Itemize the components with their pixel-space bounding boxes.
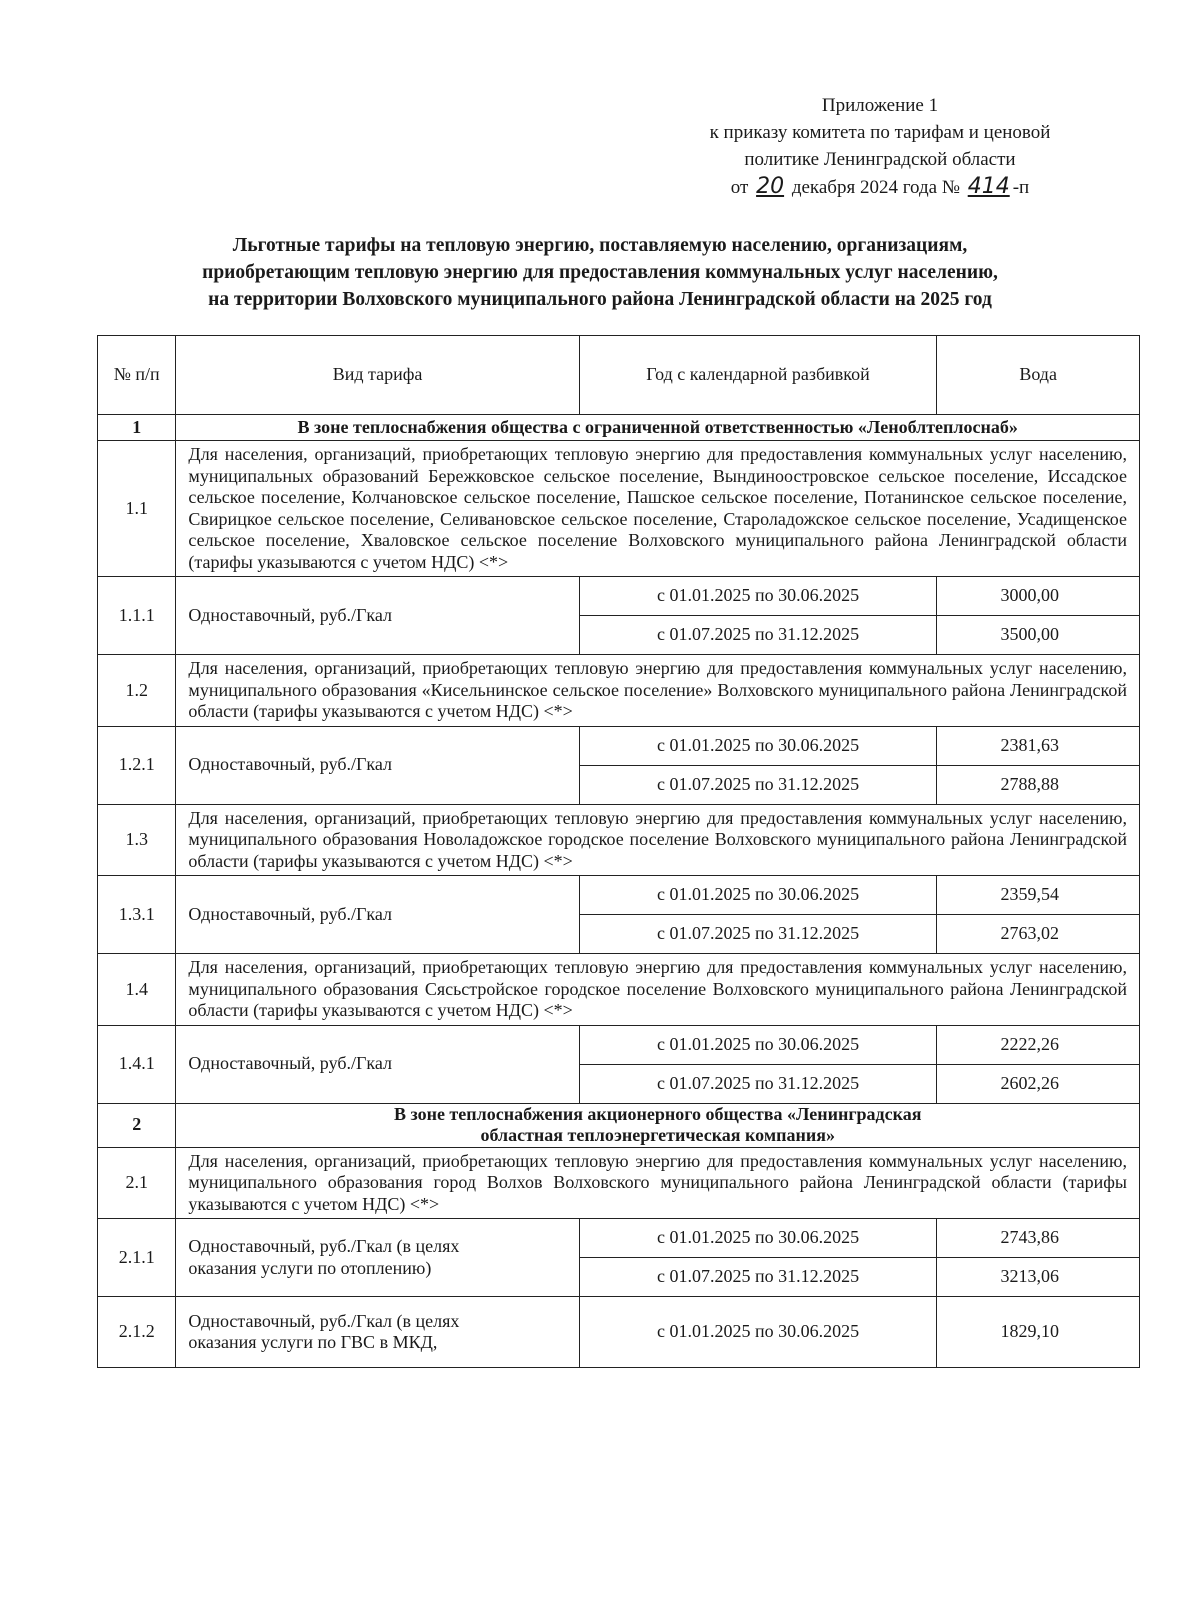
section-row-1-4 bbox=[98, 954, 1140, 1026]
zone-2-text: В зоне теплоснабжения акционерного общества «Ленинградская областная теплоэнергетическая компания» bbox=[176, 1103, 1140, 1147]
row-1-3-1-value-1: 2359,54 bbox=[937, 876, 1140, 915]
row-1-2-1-period-1: с 01.01.2025 по 30.06.2025 bbox=[579, 726, 937, 765]
section-1-4-num: 1.4 bbox=[98, 954, 176, 1026]
row-1-3-1-num: 1.3.1 bbox=[98, 876, 176, 954]
section-1-4-text: Для населения, организаций, приобретающих тепловую энергию для предоставления коммунальных услуг населению, муниципального образования Сясьстройское городское поселение Волховского муниципального района Ленинградской области (тарифы указываются с учетом НДС) <*> bbox=[176, 954, 1140, 1026]
row-2-1-1-period-1: с 01.01.2025 по 30.06.2025 bbox=[579, 1219, 937, 1258]
header-year: Год с календарной разбивкой bbox=[579, 336, 937, 415]
table-row bbox=[98, 1025, 1140, 1064]
row-2-1-2-period-1: с 01.01.2025 по 30.06.2025 bbox=[579, 1297, 937, 1368]
row-1-3-1-name: Одноставочный, руб./Гкал bbox=[176, 876, 579, 954]
header-num: № п/п bbox=[98, 336, 176, 415]
zone-row-2 bbox=[98, 1103, 1140, 1147]
row-1-1-1-period-2: с 01.07.2025 по 31.12.2025 bbox=[579, 616, 937, 655]
appendix-line-2: к приказу комитета по тарифам и ценовой bbox=[709, 122, 1051, 143]
row-1-2-1-value-2: 2788,88 bbox=[937, 765, 1140, 804]
row-1-4-1-period-1: с 01.01.2025 по 30.06.2025 bbox=[579, 1025, 937, 1064]
title-line-1: Льготные тарифы на тепловую энергию, поставляемую населению, организациям, bbox=[232, 235, 968, 256]
header-type: Вид тарифа bbox=[176, 336, 579, 415]
row-1-3-1-value-2: 2763,02 bbox=[937, 915, 1140, 954]
appendix-header bbox=[640, 92, 1120, 201]
row-2-1-2-name: Одноставочный, руб./Гкал (в целях оказания услуги по ГВС в МКД, bbox=[176, 1297, 579, 1368]
table-row bbox=[98, 726, 1140, 765]
date-day-handwritten: 20 bbox=[756, 174, 785, 199]
row-2-1-2-num: 2.1.2 bbox=[98, 1297, 176, 1368]
row-1-1-1-num: 1.1.1 bbox=[98, 577, 176, 655]
row-2-1-1-value-1: 2743,86 bbox=[937, 1219, 1140, 1258]
section-1-3-text: Для населения, организаций, приобретающих тепловую энергию для предоставления коммунальных услуг населению, муниципального образования Новоладожское городское поселение Волховского муниципального района Ленинградской области (тарифы указываются с учетом НДС) <*> bbox=[176, 804, 1140, 876]
section-row-1-2 bbox=[98, 655, 1140, 727]
appendix-title: Приложение 1 bbox=[821, 95, 939, 116]
row-1-1-1-period-1: с 01.01.2025 по 30.06.2025 bbox=[579, 577, 937, 616]
title-line-3: на территории Волховского муниципального района Ленинградской области на 2025 год bbox=[208, 289, 992, 310]
section-1-3-num: 1.3 bbox=[98, 804, 176, 876]
row-1-2-1-period-2: с 01.07.2025 по 31.12.2025 bbox=[579, 765, 937, 804]
appendix-date-line bbox=[640, 173, 1120, 201]
order-suffix: -п bbox=[1012, 177, 1030, 198]
section-1-2-num: 1.2 bbox=[98, 655, 176, 727]
row-1-2-1-name: Одноставочный, руб./Гкал bbox=[176, 726, 579, 804]
row-1-4-1-num: 1.4.1 bbox=[98, 1025, 176, 1103]
section-2-1-text: Для населения, организаций, приобретающих тепловую энергию для предоставления коммунальных услуг населению, муниципального образования город Волхов Волховского муниципального района Ленинградской области (тарифы указываются с учетом НДС) <*> bbox=[176, 1147, 1140, 1219]
order-number-handwritten: 414 bbox=[967, 174, 1010, 199]
document-title bbox=[60, 232, 1140, 313]
header-water: Вода bbox=[937, 336, 1140, 415]
section-row-1-3 bbox=[98, 804, 1140, 876]
section-2-1-num: 2.1 bbox=[98, 1147, 176, 1219]
row-2-1-1-value-2: 3213,06 bbox=[937, 1258, 1140, 1297]
appendix-line-3: политике Ленинградской области bbox=[744, 149, 1016, 170]
section-1-1-text: Для населения, организаций, приобретающих тепловую энергию для предоставления коммунальных услуг населению, муниципальных образований Бережковское сельское поселение, Вындиноостровское сельское поселение, Иссадское сельское поселение, Колчановское сельское поселение, Пашское сельское поселение, Потанинское сельское поселение, Свирицкое сельское поселение, Селивановское сельское поселение, Староладожское сельское поселение, Усадищенское сельское поселение, Хваловское сельское поселение Волховского муниципального района Ленинградской области (тарифы указываются с учетом НДС) <*> bbox=[176, 441, 1140, 577]
section-row-1-1 bbox=[98, 441, 1140, 577]
tariff-table bbox=[97, 335, 1140, 1368]
table-header-row bbox=[98, 336, 1140, 415]
row-1-4-1-value-2: 2602,26 bbox=[937, 1064, 1140, 1103]
table-row bbox=[98, 1297, 1140, 1368]
row-1-1-1-value-1: 3000,00 bbox=[937, 577, 1140, 616]
section-row-2-1 bbox=[98, 1147, 1140, 1219]
row-2-1-1-name: Одноставочный, руб./Гкал (в целях оказания услуги по отоплению) bbox=[176, 1219, 579, 1297]
row-1-3-1-period-1: с 01.01.2025 по 30.06.2025 bbox=[579, 876, 937, 915]
row-2-1-1-num: 2.1.1 bbox=[98, 1219, 176, 1297]
date-prefix: от bbox=[730, 177, 749, 198]
row-1-4-1-period-2: с 01.07.2025 по 31.12.2025 bbox=[579, 1064, 937, 1103]
table-row bbox=[98, 577, 1140, 616]
date-rest: декабря 2024 года № bbox=[791, 177, 960, 198]
table-row bbox=[98, 1219, 1140, 1258]
section-1-2-text: Для населения, организаций, приобретающих тепловую энергию для предоставления коммунальных услуг населению, муниципального образования «Кисельнинское сельское поселение» Волховского муниципального района Ленинградской области (тарифы указываются с учетом НДС) <*> bbox=[176, 655, 1140, 727]
section-1-1-num: 1.1 bbox=[98, 441, 176, 577]
zone-row-1 bbox=[98, 415, 1140, 441]
zone-1-text: В зоне теплоснабжения общества с ограниченной ответственностью «Леноблтеплоснаб» bbox=[176, 415, 1140, 441]
row-1-2-1-value-1: 2381,63 bbox=[937, 726, 1140, 765]
row-1-3-1-period-2: с 01.07.2025 по 31.12.2025 bbox=[579, 915, 937, 954]
row-1-1-1-name: Одноставочный, руб./Гкал bbox=[176, 577, 579, 655]
table-row bbox=[98, 876, 1140, 915]
title-line-2: приобретающим тепловую энергию для предоставления коммунальных услуг населению, bbox=[202, 262, 998, 283]
zone-1-num: 1 bbox=[98, 415, 176, 441]
zone-2-num: 2 bbox=[98, 1103, 176, 1147]
row-2-1-1-period-2: с 01.07.2025 по 31.12.2025 bbox=[579, 1258, 937, 1297]
row-1-2-1-num: 1.2.1 bbox=[98, 726, 176, 804]
row-1-4-1-name: Одноставочный, руб./Гкал bbox=[176, 1025, 579, 1103]
row-2-1-2-value-1: 1829,10 bbox=[937, 1297, 1140, 1368]
row-1-1-1-value-2: 3500,00 bbox=[937, 616, 1140, 655]
row-1-4-1-value-1: 2222,26 bbox=[937, 1025, 1140, 1064]
